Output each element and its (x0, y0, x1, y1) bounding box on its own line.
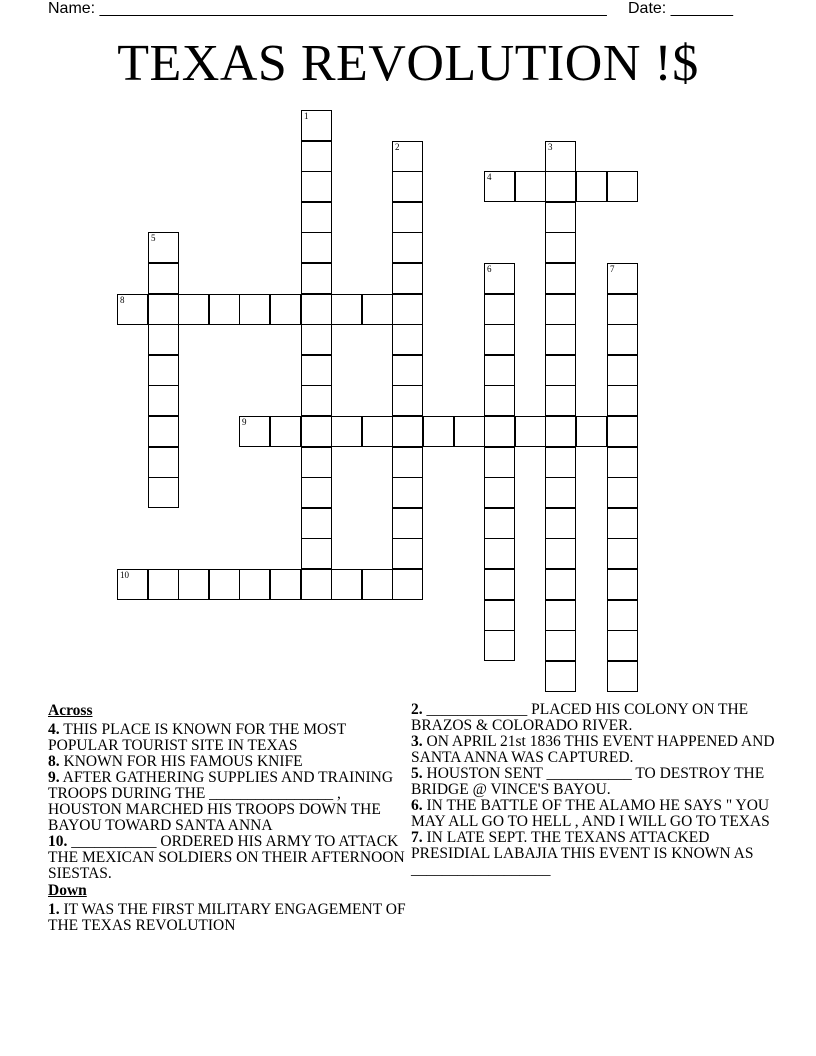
clue-down-2 (411, 702, 781, 734)
crossword-cell[interactable] (545, 477, 576, 508)
crossword-cell[interactable] (148, 263, 179, 294)
crossword-cell[interactable] (392, 508, 423, 539)
crossword-cell[interactable] (392, 385, 423, 416)
crossword-cell[interactable] (607, 569, 638, 600)
crossword-cell[interactable] (576, 171, 607, 202)
crossword-cell[interactable] (545, 538, 576, 569)
clue-text: IN THE BATTLE OF THE ALAMO HE SAYS " YOU MAY ALL GO TO HELL , AND I WILL GO TO TEXAS (411, 797, 770, 830)
crossword-cell[interactable] (148, 232, 179, 263)
clue-number-label: 6 (487, 264, 492, 274)
crossword-cell[interactable] (301, 324, 332, 355)
down-heading: Down (48, 882, 87, 899)
crossword-cell[interactable] (607, 477, 638, 508)
clue-number: 9. (48, 769, 60, 786)
clue-text: IT WAS THE FIRST MILITARY ENGAGEMENT OF THE TEXAS REVOLUTION (48, 901, 406, 934)
crossword-cell[interactable] (607, 661, 638, 692)
crossword-cell[interactable] (209, 294, 240, 325)
clue-text: ON APRIL 21st 1836 THIS EVENT HAPPENED AND SANTA ANNA WAS CAPTURED. (411, 733, 775, 766)
clue-text: ___________ ORDERED HIS ARMY TO ATTACK THE MEXICAN SOLDIERS ON THEIR AFTERNOON SIESTAS. (48, 833, 405, 882)
crossword-cell[interactable] (301, 232, 332, 263)
crossword-cell[interactable] (484, 600, 515, 631)
clue-down-6 (411, 798, 781, 830)
crossword-cell[interactable] (117, 569, 148, 600)
clue-number: 10. (48, 833, 68, 850)
crossword-cell[interactable] (301, 447, 332, 478)
crossword-cell[interactable] (607, 324, 638, 355)
crossword-cell[interactable] (392, 447, 423, 478)
crossword-cell[interactable] (484, 385, 515, 416)
crossword-cell[interactable] (607, 508, 638, 539)
crossword-cell[interactable] (301, 263, 332, 294)
clue-down-3 (411, 734, 781, 766)
clue-down-7 (411, 830, 781, 878)
crossword-cell[interactable] (607, 630, 638, 661)
crossword-cell[interactable] (607, 385, 638, 416)
crossword-cell[interactable] (545, 263, 576, 294)
crossword-cell[interactable] (423, 416, 454, 447)
crossword-cell[interactable] (331, 416, 362, 447)
crossword-cell[interactable] (484, 447, 515, 478)
crossword-cell[interactable] (607, 538, 638, 569)
crossword-cell[interactable] (392, 141, 423, 172)
crossword-cell[interactable] (301, 385, 332, 416)
clue-down-1 (48, 902, 408, 934)
crossword-cell[interactable] (148, 416, 179, 447)
crossword-cell[interactable] (484, 355, 515, 386)
clue-number: 6. (411, 797, 423, 814)
crossword-cell[interactable] (454, 416, 485, 447)
crossword-cell[interactable] (545, 447, 576, 478)
crossword-cell[interactable] (331, 294, 362, 325)
crossword-cell[interactable] (148, 294, 179, 325)
across-heading: Across (48, 702, 93, 719)
crossword-cell[interactable] (178, 294, 209, 325)
clue-number-label: 8 (120, 295, 125, 305)
clue-number-label: 9 (242, 417, 247, 427)
clue-number-label: 10 (120, 570, 129, 580)
crossword-cell[interactable] (301, 141, 332, 172)
crossword-cell[interactable] (301, 202, 332, 233)
crossword-cell[interactable] (301, 171, 332, 202)
clue-number-label: 7 (610, 264, 615, 274)
crossword-cell[interactable] (148, 355, 179, 386)
crossword-cell[interactable] (392, 477, 423, 508)
clue-number-label: 5 (151, 233, 156, 243)
crossword-cell[interactable] (607, 355, 638, 386)
clue-text: THIS PLACE IS KNOWN FOR THE MOST POPULAR TOURIST SITE IN TEXAS (48, 721, 346, 754)
crossword-cell[interactable] (484, 294, 515, 325)
crossword-cell[interactable] (239, 416, 270, 447)
crossword-cell[interactable] (392, 232, 423, 263)
crossword-cell[interactable] (392, 416, 423, 447)
crossword-cell[interactable] (607, 447, 638, 478)
crossword-cell[interactable] (545, 324, 576, 355)
crossword-cell[interactable] (545, 232, 576, 263)
crossword-cell[interactable] (484, 263, 515, 294)
crossword-cell[interactable] (484, 508, 515, 539)
crossword-cell[interactable] (392, 538, 423, 569)
crossword-cell[interactable] (362, 416, 393, 447)
crossword-cell[interactable] (362, 569, 393, 600)
clue-number: 3. (411, 733, 423, 750)
crossword-cell[interactable] (545, 508, 576, 539)
crossword-cell[interactable] (484, 630, 515, 661)
crossword-cell[interactable] (545, 569, 576, 600)
crossword-cell[interactable] (607, 294, 638, 325)
page-title: TEXAS REVOLUTION !$ (117, 35, 699, 92)
crossword-cell[interactable] (484, 171, 515, 202)
crossword-cell[interactable] (178, 569, 209, 600)
crossword-cell[interactable] (484, 416, 515, 447)
clue-number: 8. (48, 753, 60, 770)
crossword-cell[interactable] (239, 569, 270, 600)
crossword-cell[interactable] (392, 171, 423, 202)
crossword-cell[interactable] (545, 355, 576, 386)
crossword-cell[interactable] (545, 416, 576, 447)
crossword-cell[interactable] (270, 416, 301, 447)
crossword-cell[interactable] (484, 477, 515, 508)
crossword-cell[interactable] (301, 569, 332, 600)
crossword-cell[interactable] (515, 171, 546, 202)
clue-number-label: 2 (395, 142, 400, 152)
clue-across-9 (48, 770, 408, 834)
crossword-cell[interactable] (392, 263, 423, 294)
crossword-cell[interactable] (148, 477, 179, 508)
crossword-cell[interactable] (392, 569, 423, 600)
clue-text: _____________ PLACED HIS COLONY ON THE BRAZOS & COLORADO RIVER. (411, 701, 749, 734)
crossword-cell[interactable] (362, 294, 393, 325)
crossword-cell[interactable] (545, 294, 576, 325)
date-field[interactable]: Date: _______ (628, 0, 733, 17)
crossword-cell[interactable] (607, 600, 638, 631)
crossword-cell[interactable] (515, 416, 546, 447)
clue-across-4 (48, 722, 408, 754)
clues-column-right (411, 702, 781, 878)
crossword-cell[interactable] (545, 661, 576, 692)
clue-number: 4. (48, 721, 60, 738)
crossword-cell[interactable] (301, 508, 332, 539)
crossword-cell[interactable] (392, 202, 423, 233)
crossword-cell[interactable] (607, 171, 638, 202)
crossword-cell[interactable] (301, 538, 332, 569)
clue-number: 1. (48, 901, 60, 918)
name-field[interactable]: Name: _________________________________________________________ (48, 0, 607, 17)
crossword-cell[interactable] (117, 294, 148, 325)
crossword-cell[interactable] (301, 110, 332, 141)
clue-across-10 (48, 834, 408, 882)
crossword-cell[interactable] (545, 385, 576, 416)
clue-number: 2. (411, 701, 423, 718)
crossword-cell[interactable] (484, 569, 515, 600)
crossword-cell[interactable] (270, 294, 301, 325)
crossword-cell[interactable] (607, 263, 638, 294)
crossword-cell[interactable] (148, 447, 179, 478)
clue-across-8 (48, 754, 408, 770)
crossword-cell[interactable] (545, 171, 576, 202)
crossword-cell[interactable] (209, 569, 240, 600)
clue-text: KNOWN FOR HIS FAMOUS KNIFE (63, 753, 303, 770)
crossword-cell[interactable] (392, 355, 423, 386)
clue-number-label: 1 (304, 111, 309, 121)
crossword-cell[interactable] (148, 324, 179, 355)
crossword-cell[interactable] (545, 630, 576, 661)
clue-text: AFTER GATHERING SUPPLIES AND TRAINING TROOPS DURING THE ________________ , HOUSTON MARCHED HIS TROOPS DOWN THE BAYOU TOWARD SANTA ANNA (48, 769, 394, 834)
clues-column-left (48, 702, 408, 934)
crossword-cell[interactable] (484, 538, 515, 569)
crossword-cell[interactable] (392, 324, 423, 355)
crossword-cell[interactable] (270, 569, 301, 600)
clue-number: 5. (411, 765, 423, 782)
crossword-cell[interactable] (545, 141, 576, 172)
crossword-cell[interactable] (576, 416, 607, 447)
crossword-cell[interactable] (148, 385, 179, 416)
crossword-cell[interactable] (545, 600, 576, 631)
clue-number-label: 4 (487, 172, 492, 182)
clue-text: IN LATE SEPT. THE TEXANS ATTACKED PRESIDIAL LABAJIA THIS EVENT IS KNOWN AS __________________ (411, 829, 754, 878)
clue-text: HOUSTON SENT ___________ TO DESTROY THE BRIDGE @ VINCE'S BAYOU. (411, 765, 765, 798)
crossword-cell[interactable] (148, 569, 179, 600)
crossword-cell[interactable] (301, 477, 332, 508)
clue-number-label: 3 (548, 142, 553, 152)
clue-number: 7. (411, 829, 423, 846)
crossword-cell[interactable] (301, 294, 332, 325)
crossword-cell[interactable] (239, 294, 270, 325)
clue-down-5 (411, 766, 781, 798)
crossword-cell[interactable] (392, 294, 423, 325)
crossword-cell[interactable] (607, 416, 638, 447)
crossword-cell[interactable] (301, 355, 332, 386)
crossword-cell[interactable] (484, 324, 515, 355)
crossword-cell[interactable] (331, 569, 362, 600)
crossword-cell[interactable] (545, 202, 576, 233)
crossword-cell[interactable] (301, 416, 332, 447)
